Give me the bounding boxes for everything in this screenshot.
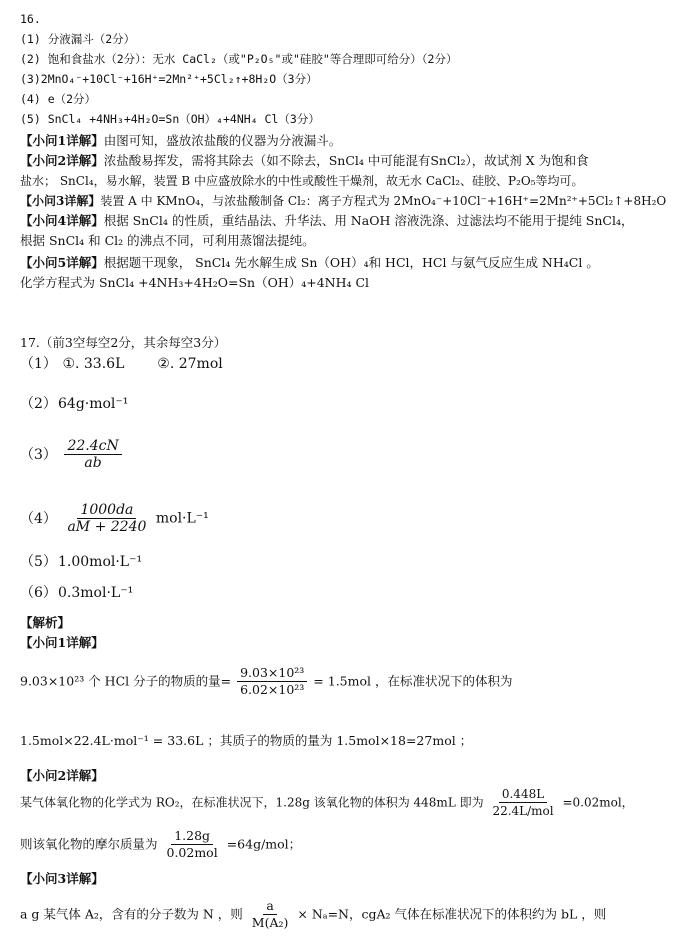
step-text: =0.02mol， — [562, 795, 634, 810]
fraction-denominator: 0.02mol — [166, 845, 218, 860]
detail-tag: 【小问2详解】 — [20, 153, 104, 168]
q17-step-3 — [20, 898, 606, 931]
answer-label: （5） — [20, 554, 57, 570]
q17-step-2 — [20, 786, 634, 819]
fraction-numerator: 22.4cN — [64, 438, 121, 455]
answer-4-fraction — [64, 502, 149, 535]
q17-answer-2 — [20, 395, 128, 413]
answer-label: （1） — [20, 356, 57, 372]
q16-detail-5-cont: 化学方程式为 SnCl₄ +4NH₃+4H₂O=Sn（OH）₄+4NH₄ Cl — [20, 275, 370, 290]
detail-tag: 【小问1详解】 — [20, 133, 104, 148]
q17-step-1-tag: 【小问1详解】 — [20, 635, 104, 650]
detail-tag: 【小问5详解】 — [20, 255, 104, 270]
q16-answer-3: (3)2MnO₄⁻+10Cl⁻+16H⁺=2Mn²⁺+5Cl₂↑+8H₂O（3分） — [20, 72, 318, 86]
answer-2-value: 64g·mol⁻¹ — [58, 396, 129, 412]
q17-step-3-tag: 【小问3详解】 — [20, 871, 104, 886]
step-2b-fraction — [164, 828, 221, 861]
detail-text: 根据 SnCl₄ 的性质，重结晶法、升华法、用 NaOH 溶液洗涤、过滤法均不能用于提纯 SnCl₄， — [103, 213, 634, 228]
answer-3-fraction — [64, 438, 121, 471]
step-1-fraction — [237, 665, 307, 698]
step-text: =64g/mol； — [226, 836, 302, 852]
detail-text: 装置 A 中 KMnO₄，与浓盐酸制备 Cl₂：离子方程式为 2MnO₄⁻+10Cl⁻+16H⁺=2Mn²⁺+5Cl₂↑+8H₂O — [100, 194, 667, 208]
q16-detail-2-cont: 盐水； SnCl₄，易水解，装置 B 中应盛放除水的中性或酸性干燥剂，故无水 CaCl₂、硅胶、P₂O₅等均可。 — [20, 174, 584, 188]
answer-label: （3） — [20, 446, 57, 463]
q16-number: 16. — [20, 12, 41, 26]
step-text: = 1.5mol ，在标准状况下的体积为 — [313, 673, 513, 689]
q16-answer-4: (4) e（2分） — [20, 92, 97, 106]
answer-4-unit: mol·L⁻¹ — [155, 510, 209, 527]
answer-1-part-2: ②. 27mol — [157, 356, 223, 372]
step-text: 9.03×10²³ 个 HCl 分子的物质的量= — [20, 673, 232, 689]
q17-step-1-cont: 1.5mol×22.4L·mol⁻¹ = 33.6L ；其质子的物质的量为 1.5mol×18=27mol ； — [20, 733, 473, 748]
q16-detail-3 — [20, 192, 666, 210]
analysis-tag: 【解析】 — [20, 615, 71, 630]
q17-answer-1 — [20, 355, 223, 373]
q17-answer-6 — [20, 584, 133, 602]
fraction-denominator: M(A₂) — [251, 915, 289, 930]
q16-detail-1 — [20, 132, 341, 150]
answer-label: （4） — [20, 510, 57, 527]
detail-text: 由图可知，盛放浓盐酸的仪器为分液漏斗。 — [103, 133, 342, 148]
q17-step-2-tag: 【小问2详解】 — [20, 768, 104, 783]
fraction-numerator: a — [263, 898, 276, 915]
q17-step-2-cont — [20, 828, 301, 861]
answer-1-part-1: ①. 33.6L — [62, 356, 125, 372]
q17-step-1 — [20, 665, 512, 698]
fraction-numerator: 1000da — [77, 502, 136, 519]
q16-detail-4 — [20, 212, 633, 230]
step-text: × Nₐ=N，cgA₂ 气体在标准状况下的体积约为 bL ，则 — [297, 906, 607, 922]
step-text: 某气体氧化物的化学式为 RO₂，在标准状况下，1.28g 该氧化物的体积为 448mL 即为 — [20, 795, 484, 810]
answer-6-value: 0.3mol·L⁻¹ — [58, 585, 134, 601]
q16-detail-2 — [20, 152, 589, 170]
q16-answer-1: (1) 分液漏斗（2分） — [20, 32, 136, 46]
fraction-denominator: ab — [84, 455, 102, 471]
q17-answer-3 — [20, 438, 124, 471]
q17-header: 17.（前3空每空2分，其余每空3分） — [20, 335, 227, 350]
q17-answer-5 — [20, 553, 142, 571]
detail-tag: 【小问3详解】 — [20, 194, 101, 208]
detail-text: 根据题干现象， SnCl₄ 先水解生成 Sn（OH）₄和 HCl，HCl 与氨气反应生成 NH₄Cl 。 — [103, 255, 599, 270]
step-text: 则该氧化物的摩尔质量为 — [20, 836, 158, 852]
answer-label: （2） — [20, 396, 57, 412]
fraction-numerator: 0.448L — [499, 786, 547, 803]
fraction-numerator: 9.03×10²³ — [237, 665, 307, 682]
q16-detail-5 — [20, 254, 599, 272]
step-text: a g 某气体 A₂，含有的分子数为 N ，则 — [20, 906, 243, 922]
q16-answer-2: (2) 饱和食盐水（2分）：无水 CaCl₂（或"P₂O₅"或"硅胶"等合理即可给分）（2分） — [20, 52, 458, 66]
q17-answer-4 — [20, 502, 209, 535]
fraction-denominator: 6.02×10²³ — [240, 682, 305, 697]
detail-tag: 【小问4详解】 — [20, 213, 104, 228]
fraction-denominator: aM + 2240 — [67, 519, 147, 535]
fraction-denominator: 22.4L/mol — [492, 804, 554, 818]
q16-detail-4-cont: 根据 SnCl₄ 和 Cl₂ 的沸点不同，可利用蒸馏法提纯。 — [20, 233, 315, 248]
answer-label: （6） — [20, 585, 57, 601]
answer-5-value: 1.00mol·L⁻¹ — [58, 554, 143, 570]
q16-answer-5: (5) SnCl₄ +4NH₃+4H₂O=Sn（OH）₄+4NH₄ Cl（3分） — [20, 112, 320, 126]
step-3-fraction — [249, 898, 292, 931]
step-2-fraction — [489, 786, 556, 819]
detail-text: 浓盐酸易挥发，需将其除去（如不除去，SnCl₄ 中可能混有SnCl₂），故试剂 X 为饱和食 — [103, 153, 589, 168]
fraction-numerator: 1.28g — [171, 828, 213, 845]
